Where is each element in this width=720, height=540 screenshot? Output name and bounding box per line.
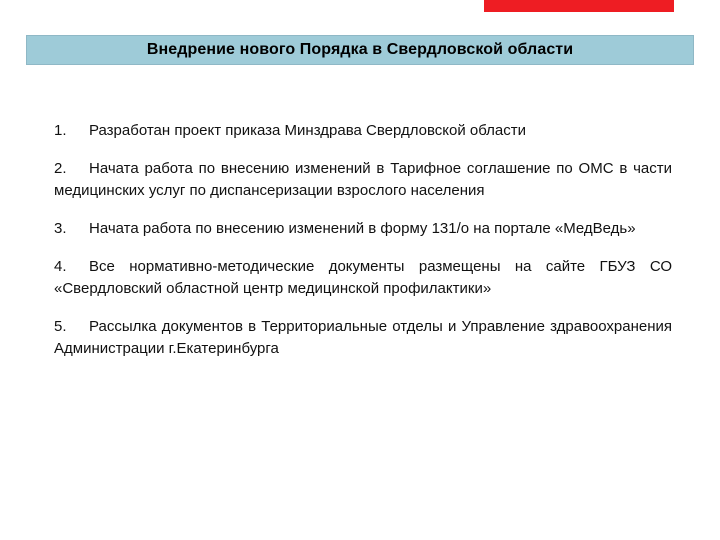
list-item-2	[54, 158, 672, 202]
list-item-text: Все нормативно-методические документы размещены на сайте ГБУЗ СО «Свердловский областной центр медицинской профилактики»	[54, 258, 672, 297]
list-item-5	[54, 316, 672, 360]
list-item-text: Разработан проект приказа Минздрава Свердловской области	[89, 122, 527, 139]
list-item-4	[54, 256, 672, 300]
list-item-number: 3.	[54, 220, 67, 237]
numbered-list	[54, 120, 672, 376]
list-item-number: 2.	[54, 160, 67, 177]
list-item-text: Начата работа по внесению изменений в форму 131/о на портале «МедВедь»	[89, 220, 636, 237]
title-banner	[26, 35, 694, 65]
list-item-text: Начата работа по внесению изменений в Тарифное соглашение по ОМС в части медицинских услуг по диспансеризации взрослого населения	[54, 160, 672, 199]
page-title: Внедрение нового Порядка в Свердловской области	[146, 41, 574, 58]
list-item-number: 5.	[54, 318, 67, 335]
list-item-text: Рассылка документов в Территориальные отделы и Управление здравоохранения Администрации г.Екатеринбурга	[54, 318, 672, 357]
list-item-number: 1.	[54, 122, 67, 139]
list-item-1	[54, 120, 672, 142]
list-item-number: 4.	[54, 258, 67, 275]
list-item-3	[54, 218, 672, 240]
accent-bar	[484, 0, 674, 12]
